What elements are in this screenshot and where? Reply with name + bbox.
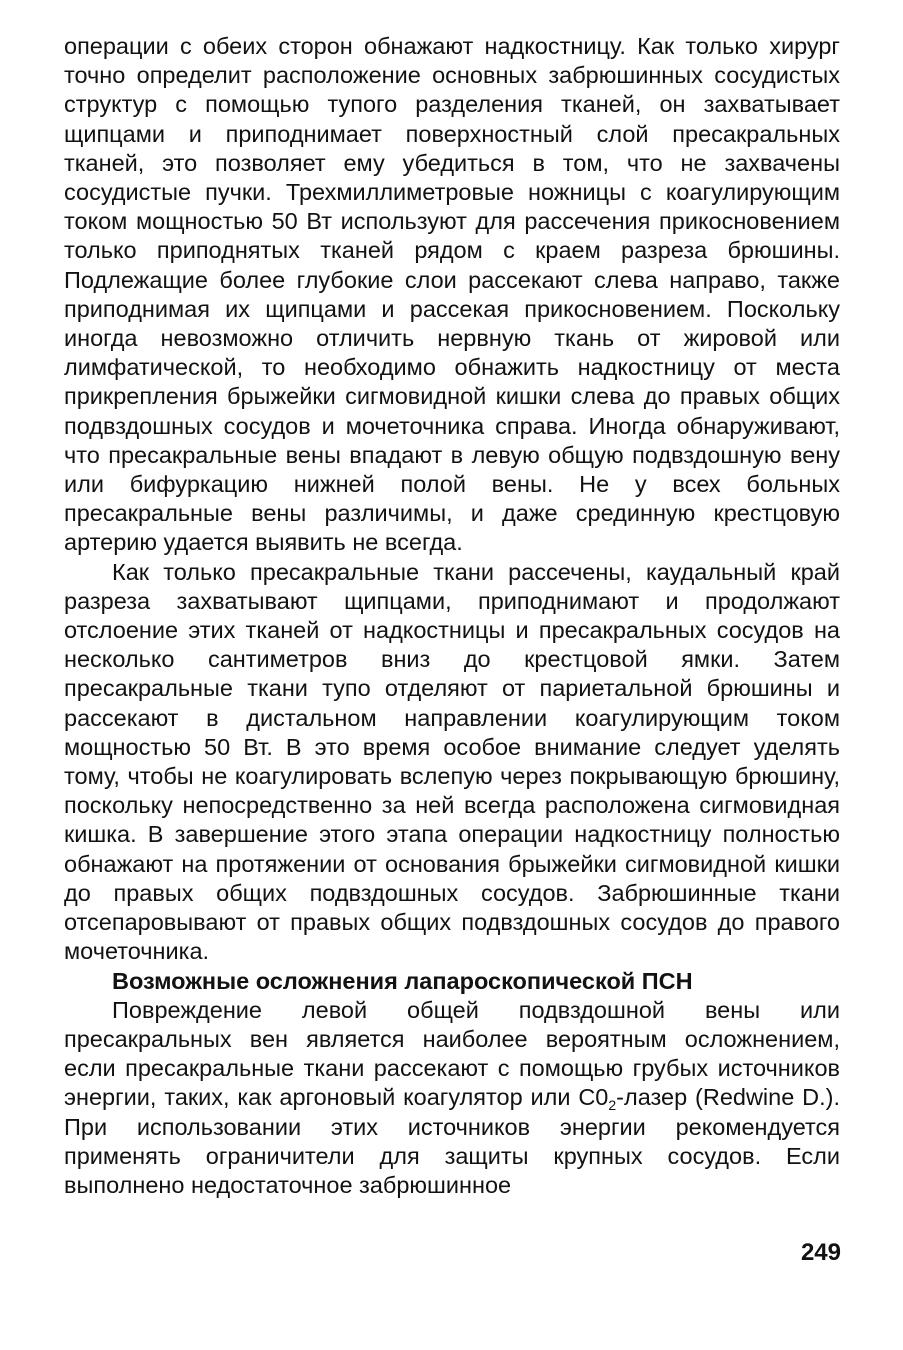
paragraph-presacral-dissection: Как только пресакральные ткани рассечены, каудальный край разреза захватывают щипцами, приподнимают и продолжают отслоение этих тканей от надкостницы и пресакральных сосудов на несколько сантиметров вниз до крестцовой ямки. Затем пресакральные ткани тупо отделяют от париетальной брюшины и рассекают в дистальном направлении коагулирующим током мощностью 50 Вт. В это время особое внимание следует уделять тому, чтобы не коагулировать вслепую через покрывающую брюшину, поскольку непосредственно за ней всегда расположена сигмовидная кишка. В завершение этого этапа операции надкостницу полностью обнажают на протяжении от основания брыжейки сигмовидной кишки до правых общих подвздошных сосудов. Забрюшинные ткани отсепаровывают от правых общих подвздошных сосудов до правого мочеточника. (64, 558, 840, 965)
section-heading: Возможные осложнения лапароскопической ПСН (112, 967, 693, 994)
page-number: 249 (800, 1239, 841, 1266)
paragraph-complications (64, 996, 840, 1200)
page-body (64, 32, 840, 1200)
paragraph-continuation: операции с обеих сторон обнажают надкостницу. Как только хирург точно определит расположение основных забрюшинных сосудистых структур с помощью тупого разделения тканей, он захватывает щипцами и приподнимает поверхностный слой пресакральных тканей, это позволяет ему убедиться в том, что не захвачены сосудистые пучки. Трехмиллиметровые ножницы с коагулирующим током мощностью 50 Вт используют для рассечения прикосновением только приподнятых тканей рядом с краем разреза брюшины. Подлежащие более глубокие слои рассекают слева направо, также приподнимая их щипцами и рассекая прикосновением. Поскольку иногда невозможно отличить нервную ткань от жировой или лимфатической, то необходимо обнажить надкостницу от места прикрепления брыжейки сигмовидной кишки слева до правых общих подвздошных сосудов и мочеточника справа. Иногда обнаруживают, что пресакральные вены впадают в левую общую подвздошную вену или бифуркацию нижней полой вены. Не у всех больных пресакральные вены различимы, и даже срединную крестцовую артерию удается выявить не всегда. (64, 33, 840, 556)
co2-subscript: 2 (608, 1097, 617, 1114)
complications-text-start: Повреждение левой общей подвздошной вены или пресакральных вен является наиболее вероятным осложнением, если пресакральные ткани рассекают с помощью грубых источников энергии, таких, как аргоновый коагулятор или С0 (64, 996, 840, 1111)
complications-text-end: -лазер (Redwine D.). При использовании этих источников энергии рекомендуется применять ограничители для защиты крупных сосудов. Если выполнено недостаточное забрюшинное (64, 1084, 840, 1198)
